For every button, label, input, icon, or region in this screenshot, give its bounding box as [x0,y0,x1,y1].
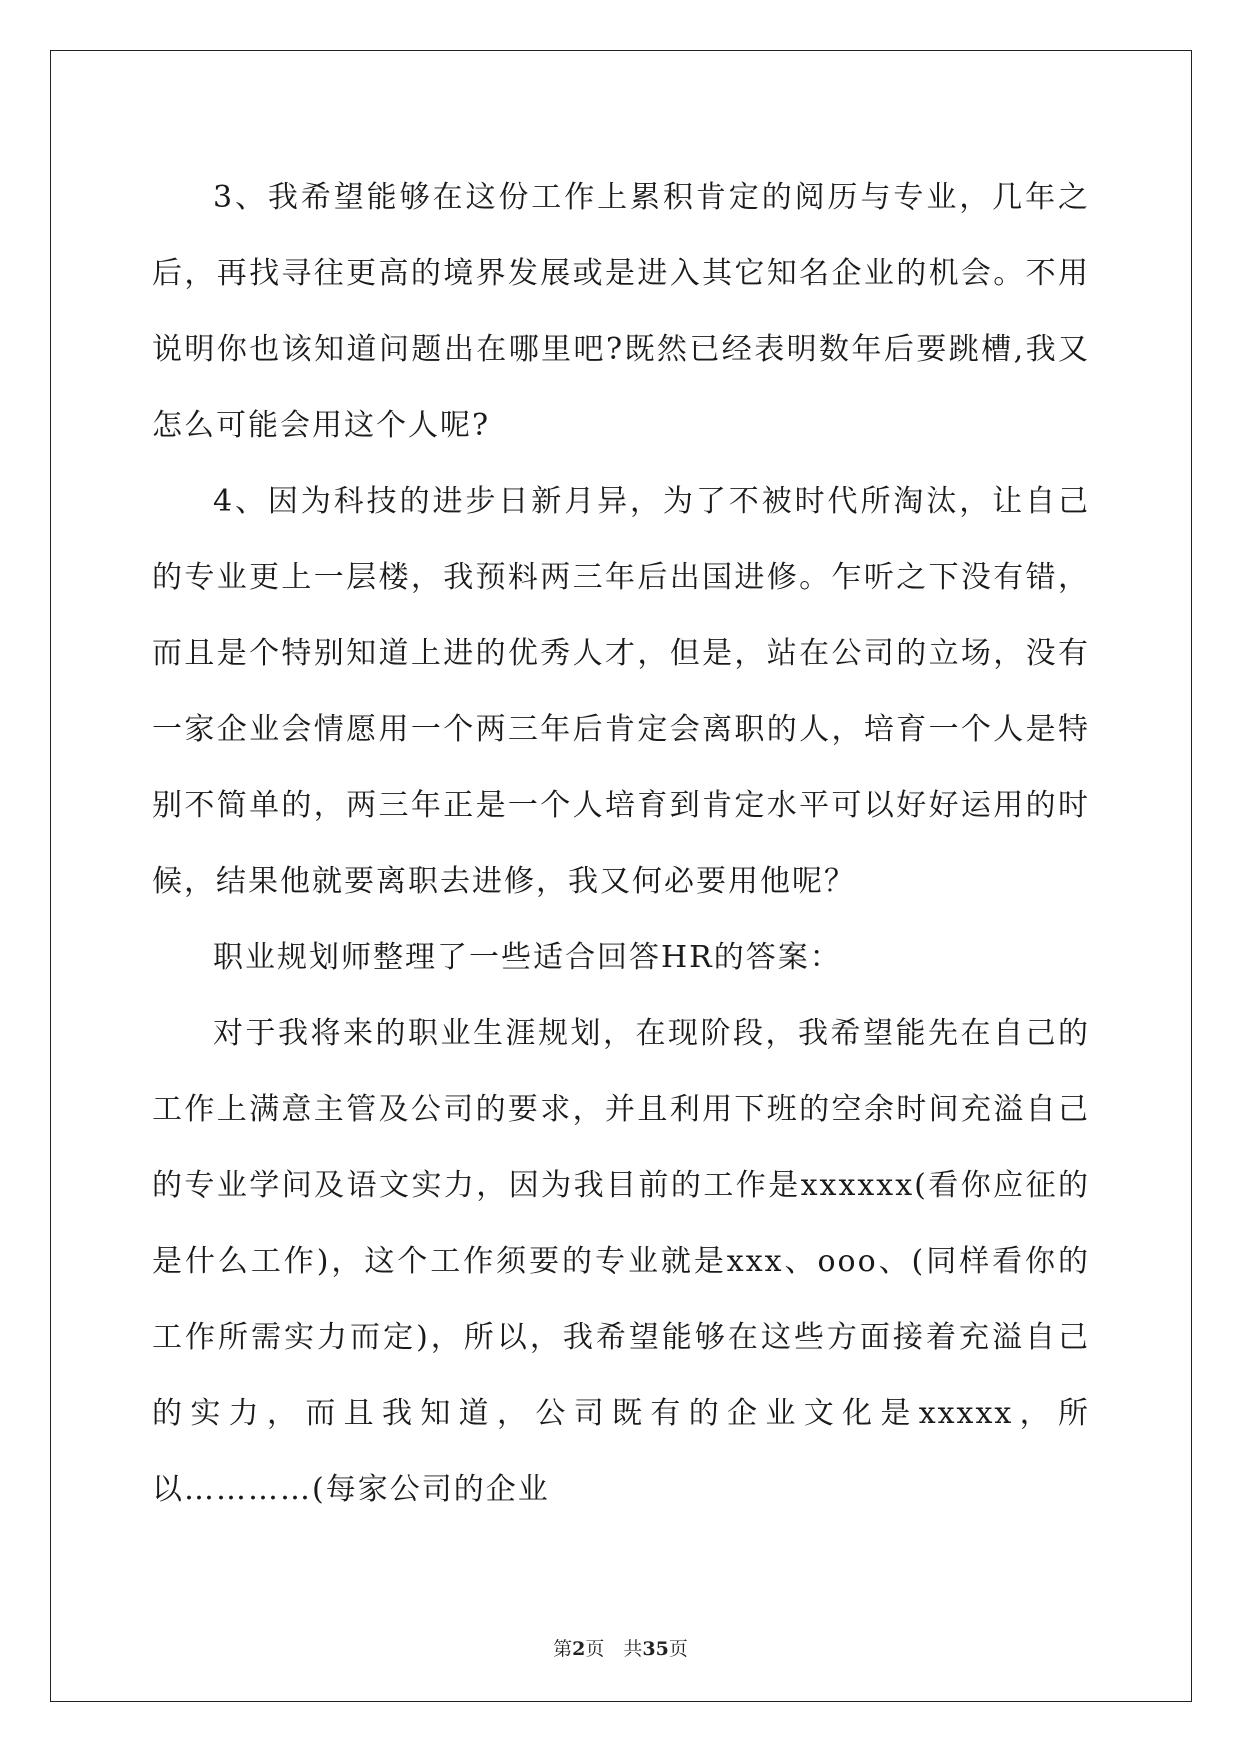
current-page-number: 2 [572,1638,586,1660]
footer-prefix: 第 [553,1638,573,1660]
paragraph-4: 对于我将来的职业生涯规划，在现阶段，我希望能先在自己的工作上满意主管及公司的要求，并且利用下班的空余时间充溢自己的专业学问及语文实力，因为我目前的工作是xxxxxx(看你应征的是什么工作)，这个工作须要的专业就是xxx、ooo、(同样看你的工作所需实力而定)，所以，我希望能够在这些方面接着充溢自己的实力，而且我知道，公司既有的企业文化是xxxxx，所以…………(每家公司的企业 [152,1016,1090,1507]
page-footer [0,1634,1241,1661]
paragraph-1: 3、我希望能够在这份工作上累积肯定的阅历与专业，几年之后，再找寻往更高的境界发展或是进入其它知名企业的机会。不用说明你也该知道问题出在哪里吧?既然已经表明数年后要跳槽,我又怎么可能会用这个人呢? [152,180,1090,443]
paragraph-3: 职业规划师整理了一些适合回答HR的答案： [213,940,842,975]
paragraph-2: 4、因为科技的进步日新月异，为了不被时代所淘汰，让自己的专业更上一层楼，我预料两三年后出国进修。乍听之下没有错，而且是个特别知道上进的优秀人才，但是，站在公司的立场，没有一家企业会情愿用一个两三年后肯定会离职的人，培育一个人是特别不简单的，两三年正是一个人培育到肯定水平可以好好运用的时候，结果他就要离职去进修，我又何必要用他呢？ [152,484,1090,899]
footer-mid: 页 共 [585,1638,643,1660]
total-page-count: 35 [642,1638,669,1660]
document-body [152,160,1090,1528]
footer-suffix: 页 [668,1638,688,1660]
